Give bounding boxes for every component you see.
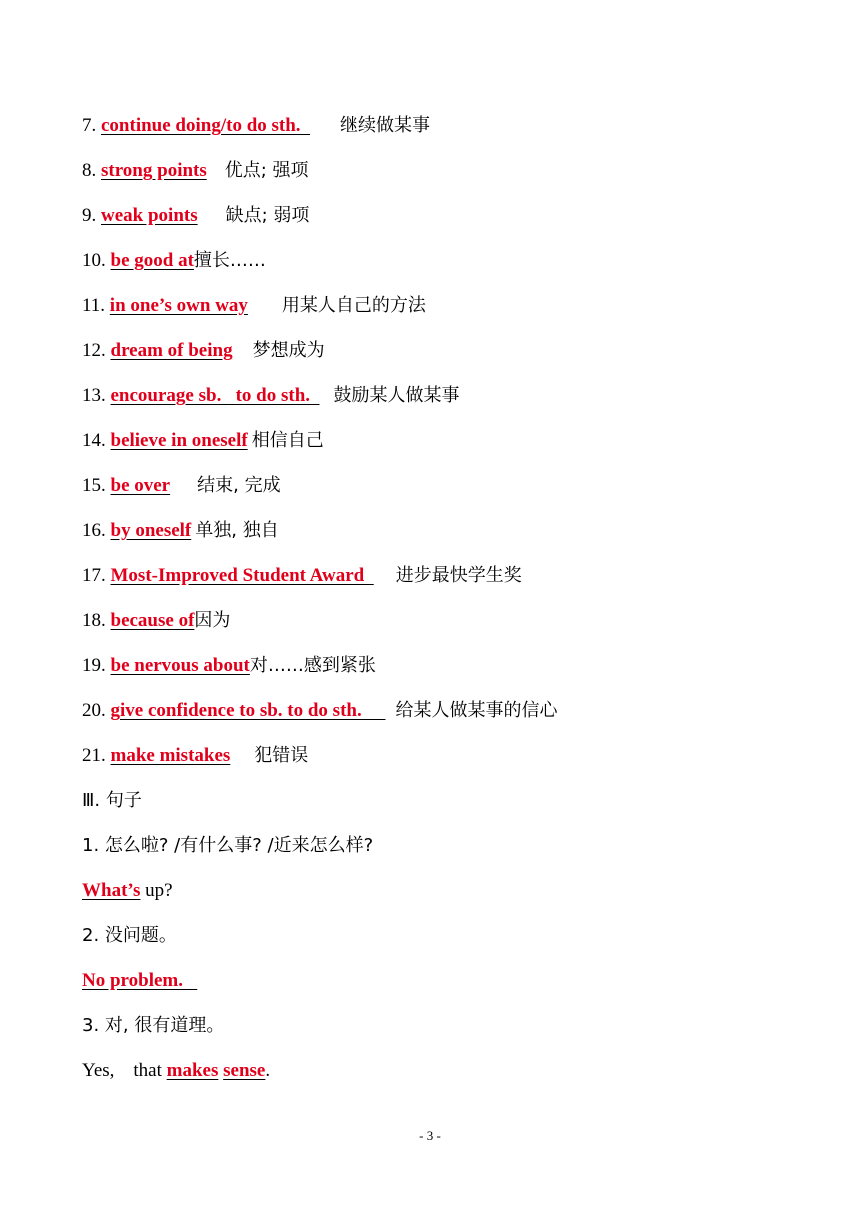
phrase-item-12 bbox=[82, 337, 325, 365]
answer-text: be nervous about bbox=[110, 655, 250, 676]
sentence-answer-3 bbox=[82, 1057, 270, 1085]
answer-text: sense bbox=[223, 1060, 266, 1081]
phrase-item-18 bbox=[82, 607, 230, 635]
answer-text: because of bbox=[110, 610, 195, 631]
answer-text: strong points bbox=[101, 160, 207, 181]
answer-text: dream of being bbox=[110, 340, 233, 361]
phrase-item-17 bbox=[82, 562, 522, 590]
sentence-answer-2 bbox=[82, 967, 197, 995]
phrase-item-16 bbox=[82, 517, 279, 545]
page-number: - 3 - bbox=[419, 1128, 441, 1143]
meaning-text: 单独, 独自 bbox=[195, 520, 279, 541]
prompt-text: 1. 怎么啦? /有什么事? /近来怎么样? bbox=[82, 835, 374, 856]
phrase-item-9 bbox=[82, 202, 309, 230]
meaning-text: 擅长…… bbox=[193, 250, 266, 271]
answer-text: be over bbox=[110, 475, 171, 496]
item-number: 10. bbox=[82, 250, 111, 271]
item-number: 19. bbox=[82, 655, 111, 676]
item-number: 14. bbox=[82, 430, 111, 451]
sentence-text: . bbox=[265, 1060, 271, 1081]
answer-text: weak points bbox=[101, 205, 198, 226]
item-number: 16. bbox=[82, 520, 111, 541]
meaning-text: 给某人做某事的信心 bbox=[395, 700, 558, 721]
meaning-text: 鼓励某人做某事 bbox=[333, 385, 460, 406]
meaning-text: 对……感到紧张 bbox=[249, 655, 376, 676]
answer-text: No problem. bbox=[82, 970, 198, 991]
sentence-text: Yes, that bbox=[82, 1060, 167, 1081]
meaning-text: 缺点; 弱项 bbox=[225, 205, 310, 226]
phrase-item-21 bbox=[82, 742, 308, 770]
sentence-prompt-3 bbox=[82, 1012, 224, 1040]
item-number: 8. bbox=[82, 160, 101, 181]
prompt-text: 3. 对, 很有道理。 bbox=[82, 1015, 225, 1036]
meaning-text: 结束, 完成 bbox=[197, 475, 281, 496]
item-number: 12. bbox=[82, 340, 111, 361]
answer-text: encourage sb. to do sth. bbox=[110, 385, 320, 406]
sentence-prompt-1 bbox=[82, 832, 373, 860]
sentence-answer-1 bbox=[82, 877, 173, 905]
item-number: 9. bbox=[82, 205, 101, 226]
item-number: 17. bbox=[82, 565, 111, 586]
section-heading bbox=[82, 787, 142, 815]
phrase-item-10 bbox=[82, 247, 266, 275]
meaning-text: 因为 bbox=[194, 610, 231, 631]
answer-text: Most-Improved Student Award bbox=[110, 565, 374, 586]
item-number: 18. bbox=[82, 610, 111, 631]
item-number: 7. bbox=[82, 115, 101, 136]
phrase-item-15 bbox=[82, 472, 281, 500]
phrase-item-14 bbox=[82, 427, 324, 455]
phrase-item-7 bbox=[82, 112, 430, 140]
section-heading-text: Ⅲ. 句子 bbox=[82, 790, 142, 811]
sentence-text: up? bbox=[140, 880, 173, 901]
item-number: 20. bbox=[82, 700, 111, 721]
answer-text: by oneself bbox=[110, 520, 192, 541]
phrase-item-13 bbox=[82, 382, 460, 410]
item-number: 11. bbox=[82, 295, 110, 316]
answer-text: makes bbox=[166, 1060, 219, 1081]
phrase-item-19 bbox=[82, 652, 376, 680]
meaning-text: 用某人自己的方法 bbox=[281, 295, 426, 316]
answer-text: What’s bbox=[82, 880, 141, 901]
meaning-text: 相信自己 bbox=[251, 430, 324, 451]
answer-text: make mistakes bbox=[110, 745, 231, 766]
phrase-item-20 bbox=[82, 697, 557, 725]
answer-text: continue doing/to do sth. bbox=[101, 115, 311, 136]
answer-text: in one’s own way bbox=[109, 295, 248, 316]
phrase-item-8 bbox=[82, 157, 309, 185]
prompt-text: 2. 没问题。 bbox=[82, 925, 177, 946]
sentence-prompt-2 bbox=[82, 922, 177, 950]
meaning-text: 犯错误 bbox=[254, 745, 309, 766]
answer-text: give confidence to sb. to do sth. bbox=[110, 700, 386, 721]
phrase-item-11 bbox=[82, 292, 426, 320]
meaning-text: 进步最快学生奖 bbox=[395, 565, 522, 586]
answer-text: be good at bbox=[110, 250, 194, 271]
item-number: 21. bbox=[82, 745, 111, 766]
item-number: 13. bbox=[82, 385, 111, 406]
meaning-text: 继续做某事 bbox=[340, 115, 431, 136]
item-number: 15. bbox=[82, 475, 111, 496]
meaning-text: 梦想成为 bbox=[252, 340, 325, 361]
meaning-text: 优点; 强项 bbox=[224, 160, 309, 181]
answer-text: believe in oneself bbox=[110, 430, 248, 451]
